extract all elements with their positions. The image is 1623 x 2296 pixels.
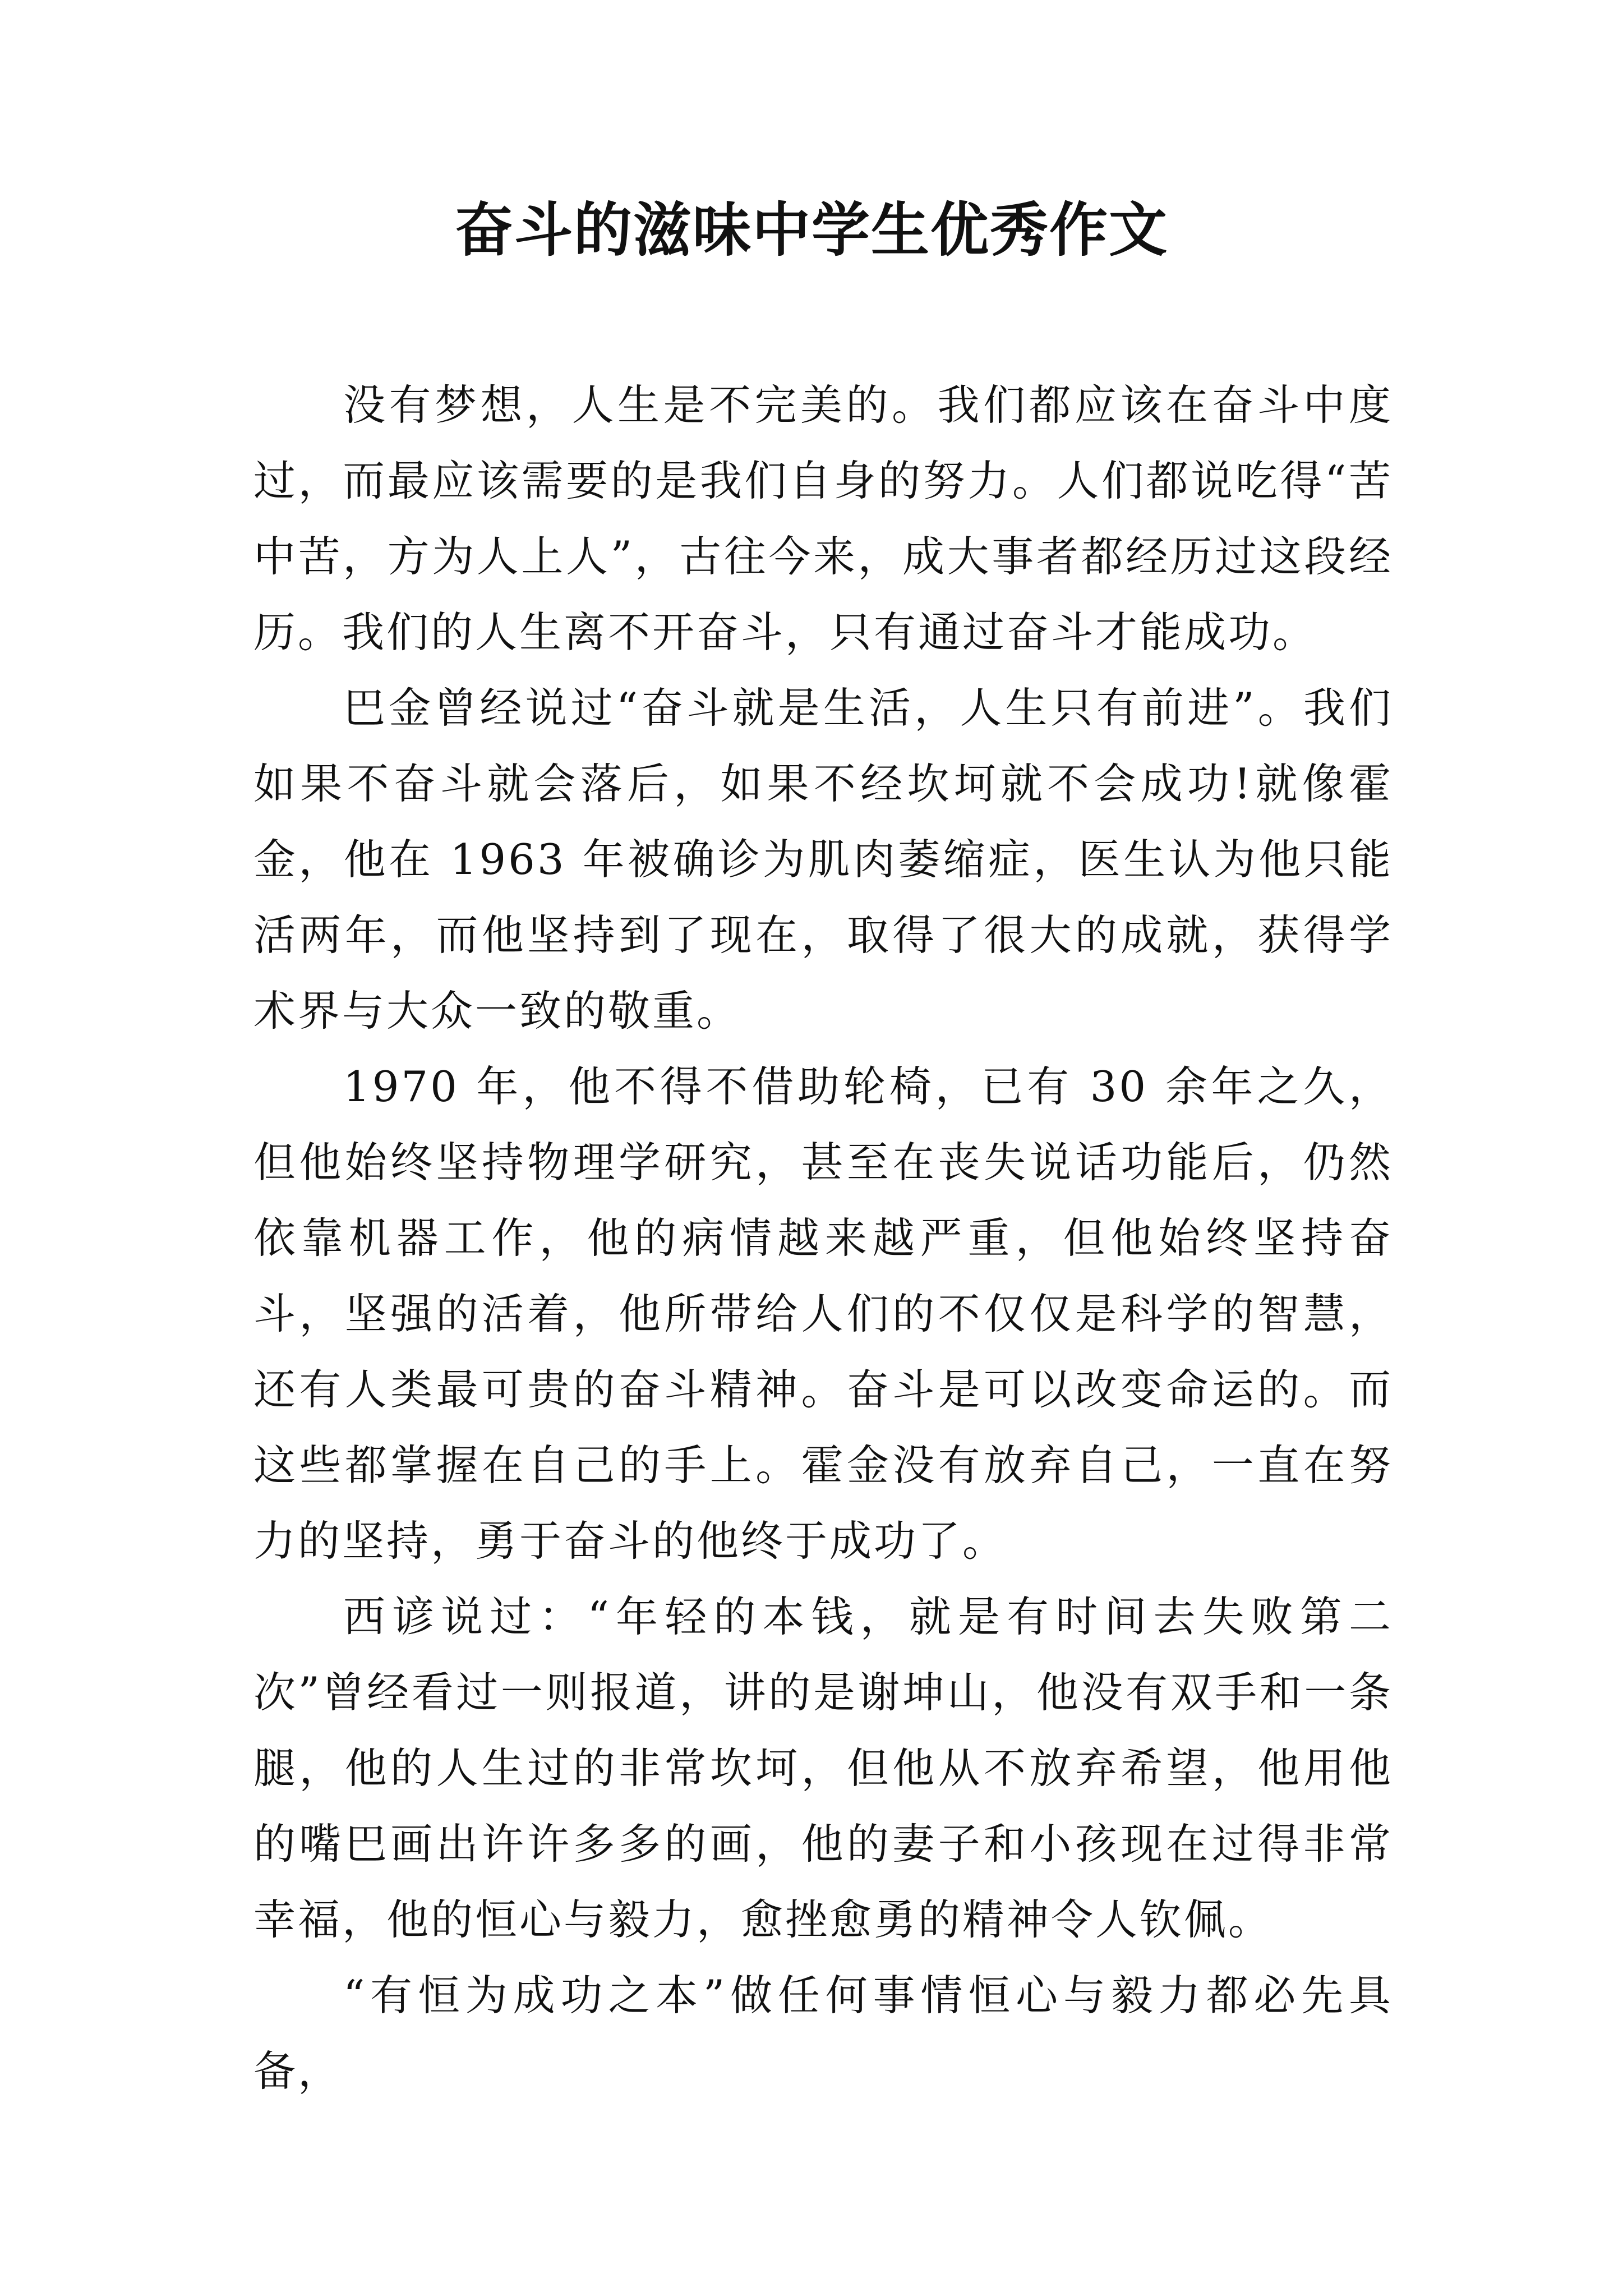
paragraph: 巴金曾经说过“奋斗就是生活，人生只有前进”。我们如果不奋斗就会落后，如果不经坎坷就不会成功!就像霍金，他在 1963 年被确诊为肌肉萎缩症，医生认为他只能活两年，而他坚持到了现在，取得了很大的成就，获得学术界与大众一致的敬重。	[253, 683, 1393, 1036]
paragraph: 西谚说过：“年轻的本钱，就是有时间去失败第二次”曾经看过一则报道，讲的是谢坤山，他没有双手和一条腿，他的人生过的非常坎坷，但他从不放弃希望，他用他的嘴巴画出许许多多的画，他的妻子和小孩现在过得非常幸福，他的恒心与毅力，愈挫愈勇的精神令人钦佩。	[253, 1592, 1393, 1944]
paragraph: “有恒为成功之本”做任何事情恒心与毅力都必先具备，	[253, 1971, 1393, 2096]
document-title: 奋斗的滋味中学生优秀作文	[454, 196, 1168, 264]
paragraph: 没有梦想，人生是不完美的。我们都应该在奋斗中度过，而最应该需要的是我们自身的努力。人们都说吃得“苦中苦，方为人上人”，古往今来，成大事者都经历过这段经历。我们的人生离不开奋斗，只有通过奋斗才能成功。	[253, 380, 1393, 657]
paragraph: 1970 年，他不得不借助轮椅，已有 30 余年之久，但他始终坚持物理学研究，甚至在丧失说话功能后，仍然依靠机器工作，他的病情越来越严重，但他始终坚持奋斗，坚强的活着，他所带给人们的不仅仅是科学的智慧，还有人类最可贵的奋斗精神。奋斗是可以改变命运的。而这些都掌握在自己的手上。霍金没有放弃自己，一直在努力的坚持，勇于奋斗的他终于成功了。	[253, 1062, 1393, 1566]
document-body	[253, 367, 1393, 2109]
